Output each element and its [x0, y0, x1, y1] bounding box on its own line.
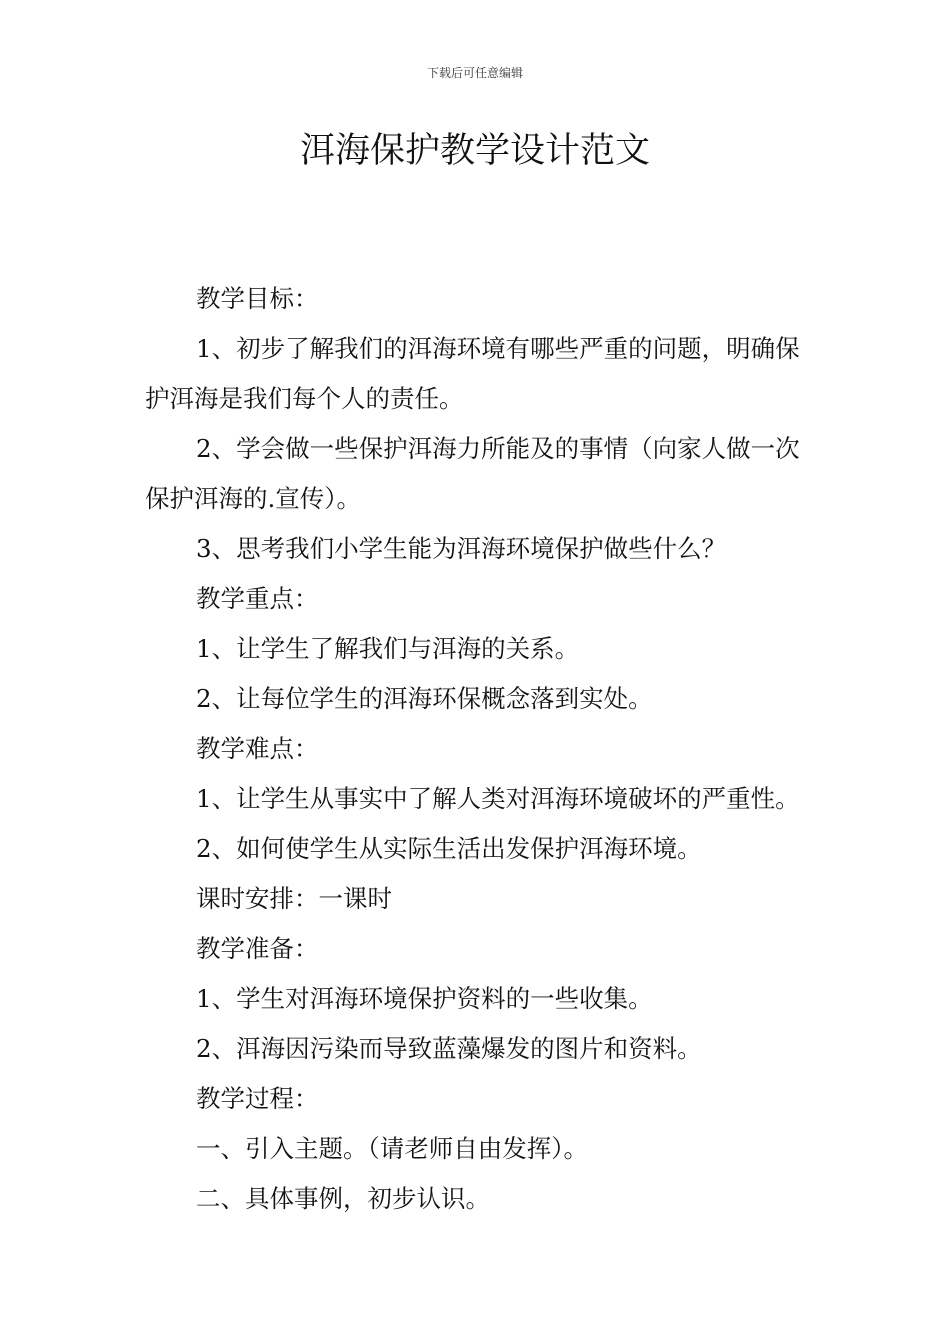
- document-title: 洱海保护教学设计范文: [299, 131, 650, 171]
- difficulty-item-1: 1、让学生从事实中了解人类对洱海环境破坏的严重性。: [196, 784, 800, 813]
- key-point-item-1: 1、让学生了解我们与洱海的关系。: [196, 634, 580, 663]
- process-step-1: 一、引入主题。（请老师自由发挥）。: [196, 1134, 588, 1163]
- objective-item-2: 2、学会做一些保护洱海力所能及的事情（向家人做一次保护洱海的.宣传）。: [145, 434, 800, 513]
- document-body: [145, 274, 810, 1224]
- process-step-2: 二、具体事例，初步认识。: [196, 1184, 490, 1213]
- preparation-item-1: 1、学生对洱海环境保护资料的一些收集。: [196, 984, 653, 1013]
- section-heading-difficulties: 教学难点：: [196, 734, 319, 763]
- preparation-item-2: 2、洱海因污染而导致蓝藻爆发的图片和资料。: [196, 1034, 702, 1063]
- objective-item-3: 3、思考我们小学生能为洱海环境保护做些什么？: [196, 534, 727, 563]
- section-heading-preparation: 教学准备：: [196, 934, 319, 963]
- section-heading-process: 教学过程：: [196, 1084, 319, 1113]
- section-heading-objectives: 教学目标：: [196, 284, 319, 313]
- class-schedule: 课时安排：一课时: [196, 884, 392, 913]
- objective-item-1: 1、初步了解我们的洱海环境有哪些严重的问题，明确保护洱海是我们每个人的责任。: [145, 334, 800, 413]
- section-heading-key-points: 教学重点：: [196, 584, 319, 613]
- difficulty-item-2: 2、如何使学生从实际生活出发保护洱海环境。: [196, 834, 702, 863]
- key-point-item-2: 2、让每位学生的洱海环保概念落到实处。: [196, 684, 653, 713]
- header-note: 下载后可任意编辑: [426, 66, 523, 80]
